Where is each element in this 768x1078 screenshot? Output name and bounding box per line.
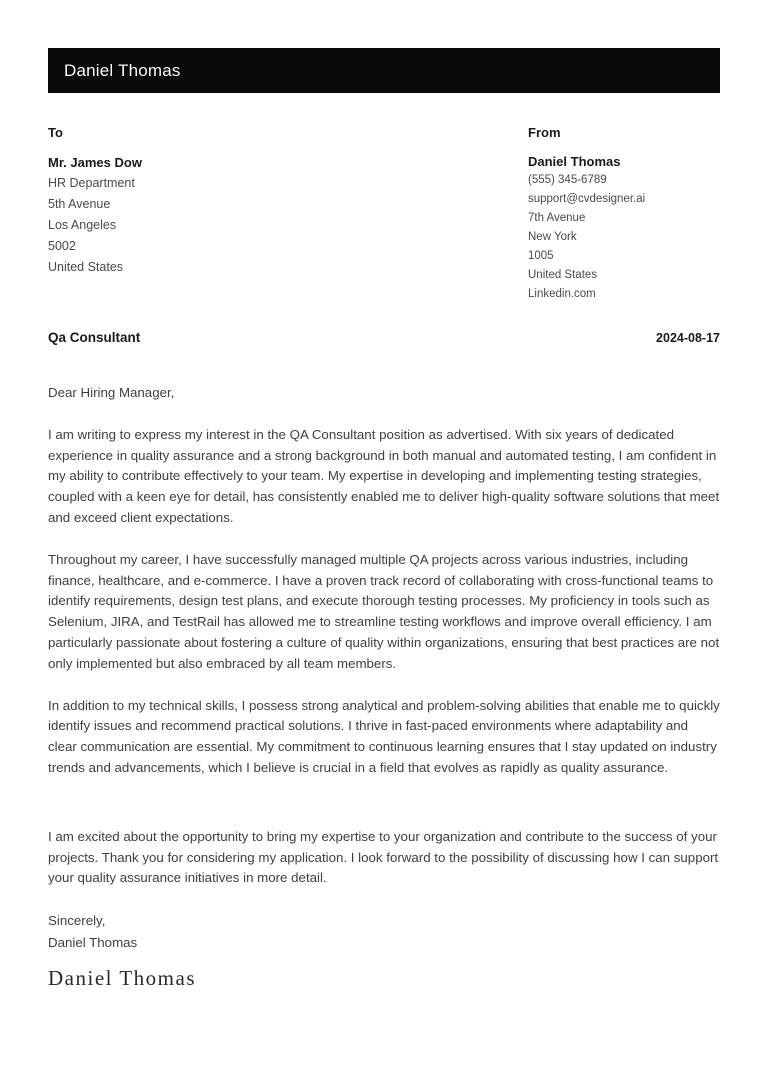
- closing-block: [48, 910, 720, 953]
- sender-phone: (555) 345-6789: [528, 174, 607, 186]
- valediction: Sincerely,: [48, 913, 106, 929]
- sender-name: Daniel Thomas: [528, 154, 621, 169]
- subject-row: [48, 330, 720, 345]
- recipient-city: Los Angeles: [48, 218, 117, 232]
- address-blocks: [48, 125, 720, 304]
- sender-email: support@cvdesigner.ai: [528, 193, 646, 205]
- sender-street: 7th Avenue: [528, 212, 586, 224]
- subject-title: Qa Consultant: [48, 330, 141, 345]
- recipient-label: To: [48, 125, 63, 140]
- body-paragraph-4: I am excited about the opportunity to bring my expertise to your organization and contribute to the success of your projects. Thank you for considering my application. I look forward to the possibility of discussing how I can support your quality assurance initiatives in more detail.: [48, 828, 719, 886]
- sender-postal-code: 1005: [528, 250, 554, 262]
- recipient-country: United States: [48, 260, 124, 274]
- body-paragraph-1: I am writing to express my interest in the QA Consultant position as advertised. With six years of dedicated experience in quality assurance and a strong background in both manual and automated testing, I am confident in my ability to contribute effectively to your team. My expertise in developing and implementing testing strategies, coupled with a keen eye for detail, has consistently enabled me to deliver high-quality software solutions that meet and exceed client expectations.: [48, 426, 720, 525]
- letter-date: 2024-08-17: [656, 331, 720, 345]
- letter-header-bar: [48, 48, 720, 93]
- sender-linkedin: Linkedin.com: [528, 288, 596, 300]
- handwritten-signature: Daniel Thomas: [48, 966, 197, 991]
- recipient-department: HR Department: [48, 176, 135, 190]
- sender-label: From: [528, 125, 561, 140]
- closing-name: Daniel Thomas: [48, 934, 138, 950]
- body-paragraph-3: In addition to my technical skills, I possess strong analytical and problem-solving abilities that enable me to quickly identify issues and recommend practical solutions. I thrive in fast-paced environments where adaptability and clear communication are essential. My commitment to continuous learning ensures that I stay updated on industry trends and advancements, which I believe is crucial in a field that evolves as rapidly as quality assurance.: [48, 697, 720, 775]
- recipient-street: 5th Avenue: [48, 197, 111, 211]
- body-paragraph-2: Throughout my career, I have successfully managed multiple QA projects across various industries, including finance, healthcare, and e-commerce. I have a proven track record of collaborating with cross-functional teams to identify requirements, design test plans, and execute thorough testing processes. My proficiency in tools such as Selenium, JIRA, and TestRail has allowed me to streamline testing workflows and improve overall efficiency. I am particularly passionate about fostering a culture of quality within organizations, ensuring that best practices are not only implemented but also embraced by all team members.: [48, 551, 720, 671]
- sender-city: New York: [528, 231, 577, 243]
- recipient-postal-code: 5002: [48, 239, 76, 253]
- sender-country: United States: [528, 269, 598, 281]
- recipient-name: Mr. James Dow: [48, 155, 142, 170]
- recipient-block: [48, 125, 378, 278]
- sender-block: [528, 125, 720, 304]
- salutation: Dear Hiring Manager,: [48, 385, 175, 400]
- header-author-name: Daniel Thomas: [64, 60, 181, 80]
